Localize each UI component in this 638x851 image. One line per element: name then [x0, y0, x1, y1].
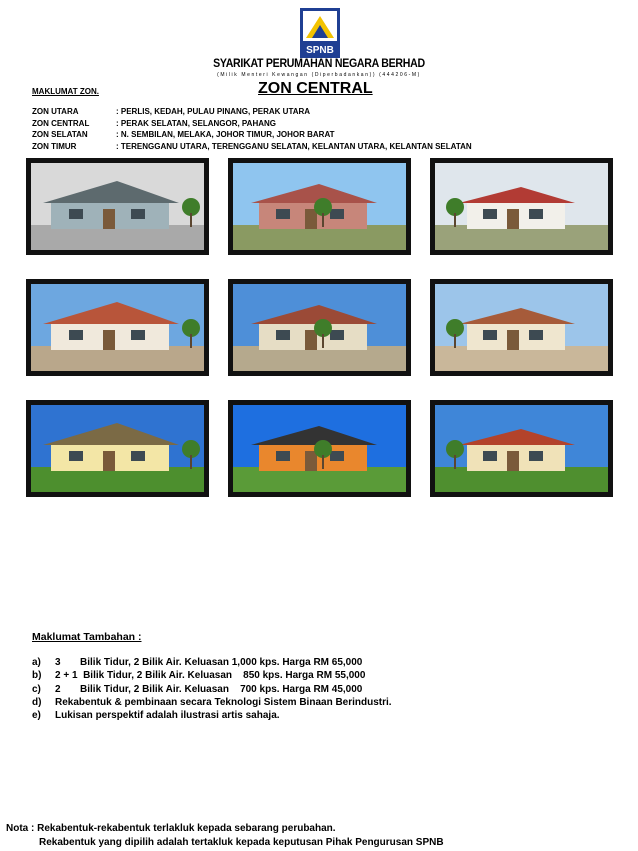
- zone-name: ZON CENTRAL: [32, 118, 90, 128]
- list-item-text: 2 Bilik Tidur, 2 Bilik Air. Keluasan 700 kps. Harga RM 45,000: [55, 683, 363, 695]
- list-item-text: 2 + 1 Bilik Tidur, 2 Bilik Air. Keluasan 850 kps. Harga RM 55,000: [55, 670, 366, 682]
- zone-states: : PERAK SELATAN, SELANGOR, PAHANG: [116, 118, 277, 128]
- company-registration: (Milik Menteri Kewangan (Diperbadankan)) (444206-M): [217, 72, 421, 78]
- zone-name: ZON UTARA: [32, 107, 79, 116]
- house-photo-8: [228, 400, 411, 497]
- zone-row: [32, 118, 472, 130]
- list-item: [32, 683, 392, 696]
- company-name: SYARIKAT PERUMAHAN NEGARA BERHAD: [213, 58, 425, 70]
- zone-list: [32, 106, 472, 152]
- house-photo-7-image: [31, 405, 204, 492]
- list-item: [32, 656, 392, 669]
- house-photo-1: [26, 158, 209, 255]
- house-photo-3-image: [435, 163, 608, 250]
- zone-states: : PERLIS, KEDAH, PULAU PINANG, PERAK UTARA: [116, 107, 311, 116]
- list-item-key: b): [32, 670, 42, 682]
- house-photo-5-image: [233, 284, 406, 371]
- house-photo-6: [430, 279, 613, 376]
- list-item: [32, 669, 392, 682]
- footer-note: [6, 822, 444, 850]
- list-item-key: e): [32, 710, 41, 722]
- house-photo-3: [430, 158, 613, 255]
- house-photo-6-image: [435, 284, 608, 371]
- list-item-key: d): [32, 696, 42, 708]
- note-line-1: Nota : Rekabentuk-rekabentuk terlakluk kepada sebarang perubahan.: [6, 823, 336, 834]
- zone-row: [32, 141, 472, 153]
- list-item-key: a): [32, 657, 41, 668]
- house-photo-4-image: [31, 284, 204, 371]
- house-photo-2-image: [233, 163, 406, 250]
- house-photo-8-image: [233, 405, 406, 492]
- list-item: [32, 696, 392, 709]
- house-photo-2: [228, 158, 411, 255]
- zone-row: [32, 106, 472, 118]
- house-photo-9: [430, 400, 613, 497]
- list-item: [32, 709, 392, 722]
- additional-info-title: Maklumat Tambahan :: [32, 631, 142, 643]
- zone-name: ZON TIMUR: [32, 141, 77, 151]
- list-item-key: c): [32, 683, 41, 695]
- list-item-text: Lukisan perspektif adalah ilustrasi artis sahaja.: [55, 710, 280, 722]
- house-photo-9-image: [435, 405, 608, 492]
- note-line-2: Rekabentuk yang dipilih adalah tertakluk kepada keputusan Pihak Pengurusan SPNB: [39, 837, 444, 848]
- list-item-text: Rekabentuk & pembinaan secara Teknologi Sistem Binaan Berindustri.: [55, 696, 392, 708]
- logo-text: SPNB: [306, 45, 334, 56]
- zone-info-label: MAKLUMAT ZON.: [32, 87, 99, 96]
- zone-states: : TERENGGANU UTARA, TERENGGANU SELATAN, KELANTAN UTARA, KELANTAN SELATAN: [116, 141, 472, 151]
- additional-info-list: [32, 656, 392, 722]
- list-item-text: 3 Bilik Tidur, 2 Bilik Air. Keluasan 1,000 kps. Harga RM 65,000: [55, 657, 363, 668]
- zone-name: ZON SELATAN: [32, 130, 88, 139]
- spnb-logo-icon: [300, 8, 340, 58]
- house-photo-5: [228, 279, 411, 376]
- zone-row: [32, 129, 472, 141]
- house-photo-4: [26, 279, 209, 376]
- house-photo-7: [26, 400, 209, 497]
- zone-states: : N. SEMBILAN, MELAKA, JOHOR TIMUR, JOHOR BARAT: [116, 130, 335, 139]
- house-photo-1-image: [31, 163, 204, 250]
- zone-title: ZON CENTRAL: [258, 80, 373, 97]
